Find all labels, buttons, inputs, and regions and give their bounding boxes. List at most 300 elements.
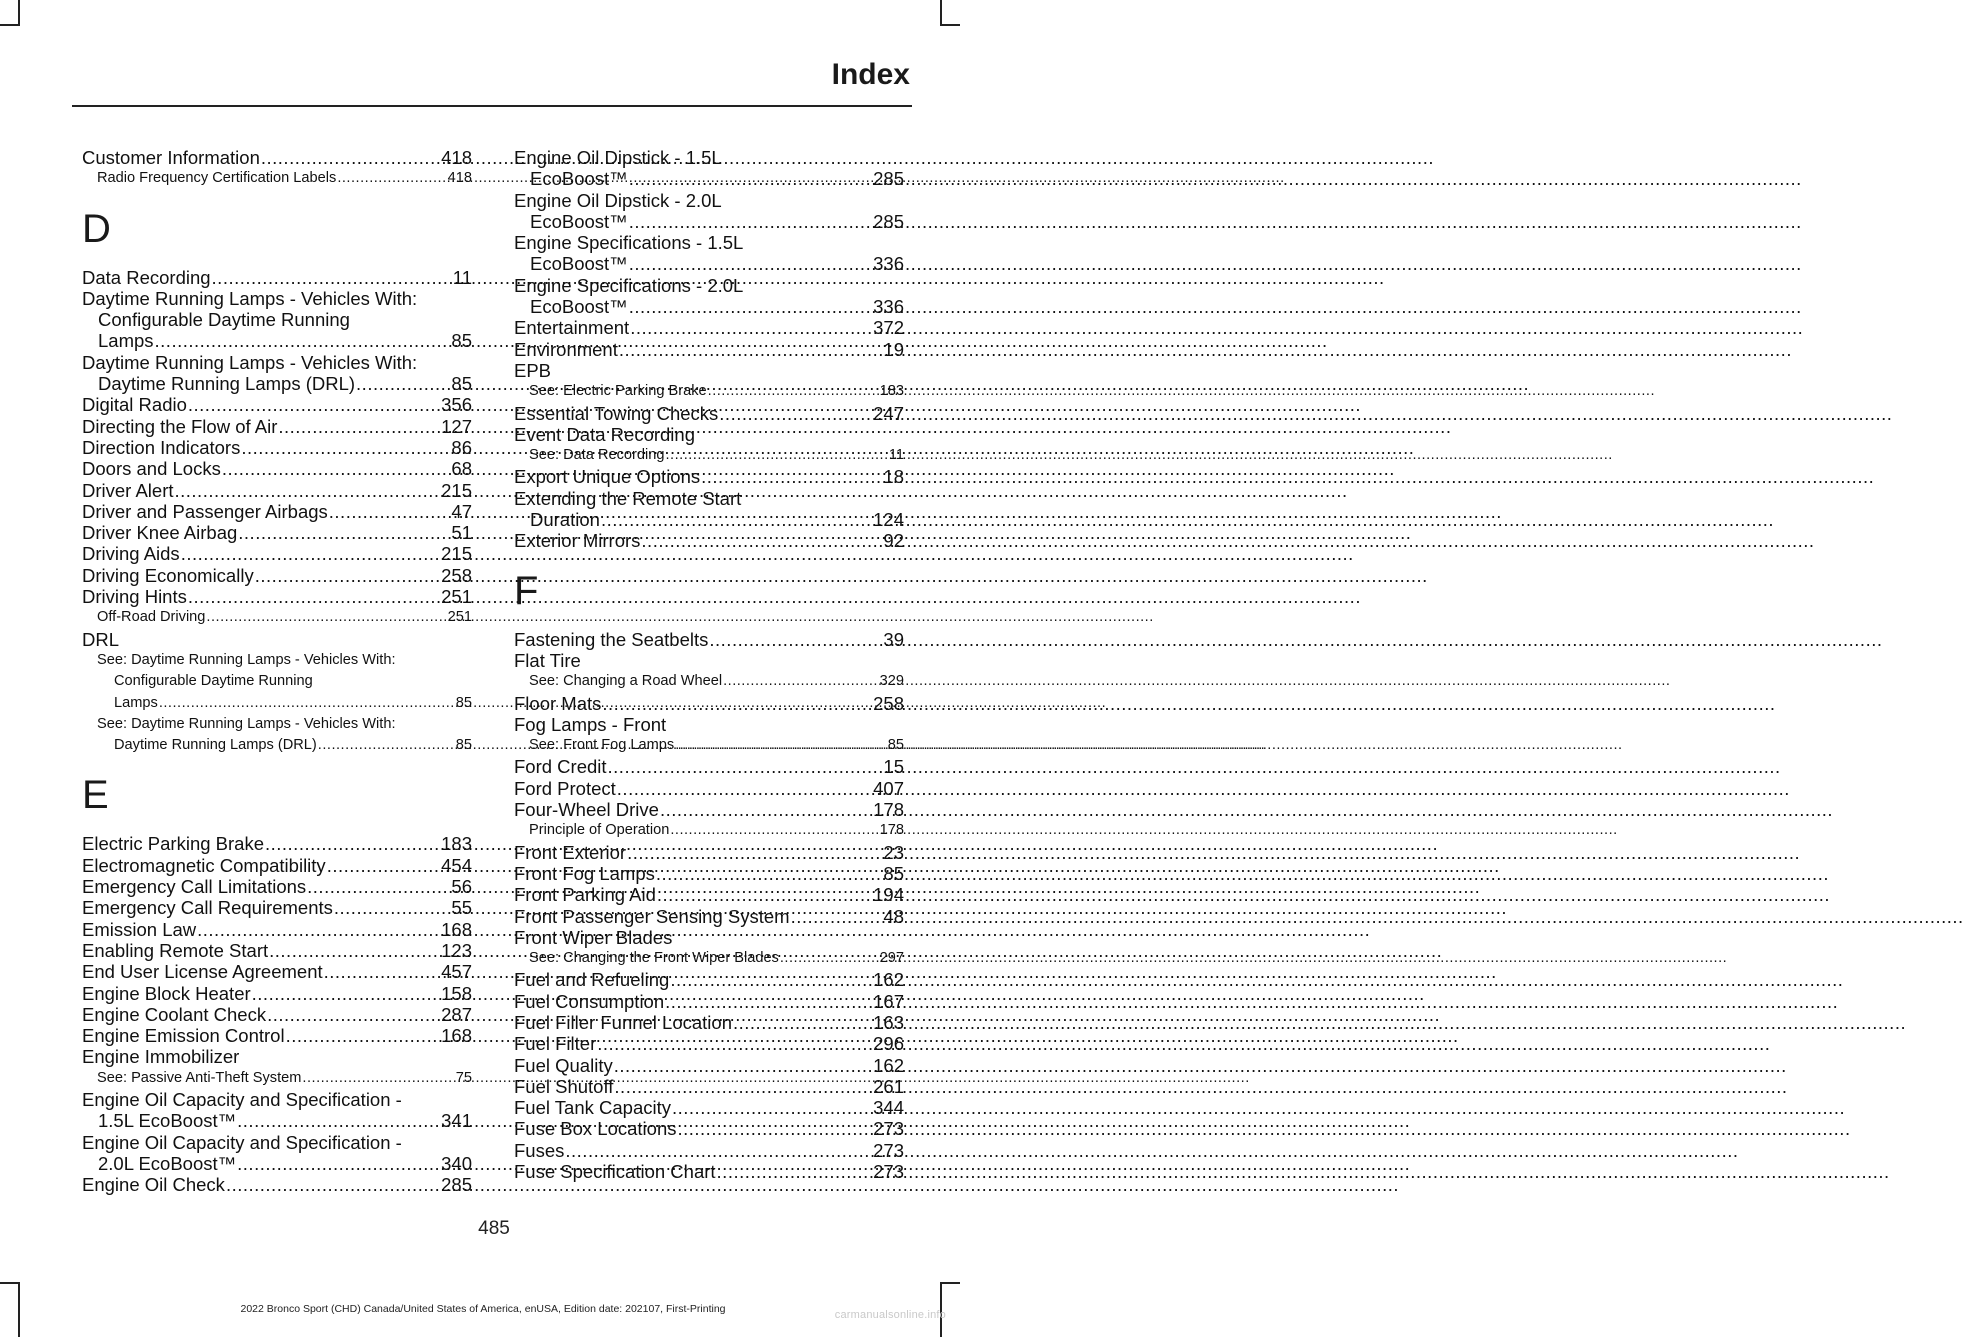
page-reference[interactable]: 418 [441, 147, 472, 168]
index-entry [514, 1161, 904, 1182]
dot-leader [701, 466, 882, 487]
entry-text: Fuel and Refueling [514, 969, 670, 991]
entry-line [529, 671, 904, 692]
dot-leader [627, 842, 882, 863]
entry-line [82, 586, 472, 607]
entry-line [514, 884, 904, 905]
entry-line [82, 480, 472, 501]
index-entry [82, 437, 472, 458]
page-reference[interactable]: 85 [455, 694, 472, 711]
index-subentry [82, 714, 472, 757]
entry-line [514, 1140, 904, 1161]
entry-text: Engine Specifications - 2.0L [514, 274, 744, 296]
dot-leader [608, 756, 883, 777]
dot-leader [677, 1118, 872, 1139]
index-entry [82, 1004, 472, 1025]
entry-text: Emergency Call Requirements [82, 897, 333, 919]
dot-leader [334, 897, 451, 918]
page-reference[interactable]: 258 [441, 564, 472, 586]
page-reference[interactable]: 158 [441, 982, 472, 1004]
page-reference[interactable]: 167 [873, 990, 904, 1012]
dot-leader [327, 855, 440, 876]
index-entry [514, 799, 904, 820]
entry-line [514, 969, 904, 990]
entry-line [82, 416, 472, 437]
entry-line [514, 756, 904, 777]
index-subentry [82, 607, 472, 628]
dot-leader [188, 586, 440, 607]
entry-text: Floor Mats [514, 692, 602, 714]
page-reference[interactable]: 51 [451, 522, 472, 544]
page-reference[interactable]: 23 [883, 841, 904, 863]
entry-text: Fastening the Seatbelts [514, 628, 709, 650]
page-reference[interactable]: 287 [441, 1003, 472, 1025]
dot-leader [723, 671, 879, 692]
page-reference[interactable]: 48 [883, 905, 904, 927]
entry-text: Daytime Running Lamps - Vehicles With: [82, 287, 418, 309]
dot-leader [318, 735, 455, 756]
entry-text: Electromagnetic Compatibility [82, 854, 326, 876]
entry-line [82, 565, 472, 586]
entry-text: Driver Alert [82, 479, 174, 501]
entry-line [514, 253, 904, 274]
entry-line [514, 211, 904, 232]
page-reference[interactable]: 68 [451, 458, 472, 480]
entry-text: Engine Oil Dipstick - 1.5L [514, 147, 722, 168]
page-reference[interactable]: 55 [451, 897, 472, 919]
dot-leader [665, 445, 887, 466]
page-reference[interactable]: 183 [441, 833, 472, 855]
entry-text-continued: Configurable Daytime Running [114, 673, 313, 690]
index-entry [514, 969, 904, 990]
dot-leader [657, 884, 872, 905]
index-entry [514, 275, 904, 318]
entry-line [514, 1055, 904, 1076]
edition-footer: 2022 Bronco Sport (CHD) Canada/United States of America, enUSA, Edition date: 202107, First-Printing [240, 1303, 726, 1315]
entry-text: Fuel Consumption [514, 990, 665, 1012]
page-reference[interactable]: 285 [441, 1174, 472, 1196]
page-reference[interactable]: 85 [451, 330, 472, 352]
index-entry [82, 416, 472, 437]
page-reference[interactable]: 162 [873, 1054, 904, 1076]
dot-leader [175, 480, 441, 501]
page-reference[interactable]: 215 [441, 543, 472, 565]
dot-leader [188, 394, 440, 415]
index-entry [514, 629, 904, 650]
dot-leader [181, 543, 440, 564]
index-entry [514, 991, 904, 1012]
dot-leader [670, 820, 878, 841]
entry-text: See: Passive Anti-Theft System [97, 1069, 302, 1086]
dot-leader [665, 991, 872, 1012]
watermark: carmanualsonline.info [834, 1309, 946, 1321]
entry-line [514, 991, 904, 1012]
entry-text: Export Unique Options [514, 466, 701, 488]
entry-text: Fuel Shutoff [514, 1075, 614, 1097]
entry-line [97, 693, 472, 714]
entry-text: Digital Radio [82, 394, 187, 416]
entry-line [97, 1068, 472, 1089]
page-reference[interactable]: 168 [441, 1025, 472, 1047]
entry-text: See: Electric Parking Brake [529, 383, 707, 400]
page-reference[interactable]: 85 [887, 737, 904, 754]
index-entry [514, 1140, 904, 1161]
entry-line [82, 147, 472, 168]
dot-leader [238, 522, 450, 543]
index-entry [514, 650, 904, 671]
index-entry [82, 565, 472, 586]
page-reference[interactable]: 178 [879, 822, 904, 839]
index-entry [514, 842, 904, 863]
dot-leader [717, 1161, 873, 1182]
entry-line [514, 403, 904, 424]
dot-leader [237, 1153, 440, 1174]
index-entry [82, 897, 472, 918]
dot-leader [241, 437, 450, 458]
page-reference[interactable]: 251 [441, 586, 472, 608]
entry-line [514, 863, 904, 884]
index-subentry [514, 445, 904, 466]
dot-leader [226, 1174, 440, 1195]
page-reference[interactable]: 168 [441, 918, 472, 940]
page-reference[interactable]: 18 [883, 466, 904, 488]
dot-leader [708, 381, 879, 402]
page-reference[interactable]: 127 [441, 415, 472, 437]
index-entry [514, 927, 904, 948]
entry-line [82, 543, 472, 564]
dot-leader [629, 253, 872, 274]
index-entry [82, 919, 472, 940]
entry-line [529, 948, 904, 969]
dot-leader [641, 530, 882, 551]
entry-text: Engine Emission Control [82, 1025, 285, 1047]
page-reference[interactable]: 183 [879, 383, 904, 400]
index-entry [514, 530, 904, 551]
index-entry [514, 339, 904, 360]
entry-text: Front Wiper Blades [514, 926, 673, 948]
entry-text: Fuel Tank Capacity [514, 1097, 671, 1119]
page-reference[interactable]: 329 [879, 673, 904, 690]
page-reference[interactable]: 15 [883, 756, 904, 778]
entry-text-continued: Lamps [98, 330, 154, 352]
header-rule [72, 105, 912, 107]
dot-leader [670, 969, 872, 990]
entry-text-continued: EcoBoost™ [530, 210, 628, 232]
entry-line [82, 394, 472, 415]
entry-text: See: Daytime Running Lamps - Vehicles With: [97, 715, 396, 732]
page-reference[interactable]: 85 [451, 373, 472, 395]
entry-line [529, 445, 904, 466]
page-reference[interactable]: 457 [441, 961, 472, 983]
index-entry [514, 424, 904, 445]
entry-line [514, 168, 904, 189]
entry-text: See: Daytime Running Lamps - Vehicles With: [97, 651, 396, 668]
dot-leader [660, 799, 872, 820]
page-reference[interactable]: 163 [873, 1011, 904, 1033]
page-reference[interactable]: 261 [873, 1075, 904, 1097]
page-reference[interactable]: 162 [873, 969, 904, 991]
entry-text: Fuse Specification Chart [514, 1161, 716, 1183]
entry-line [514, 339, 904, 360]
entry-text: Engine Oil Dipstick - 2.0L [514, 189, 722, 211]
index-entry [82, 480, 472, 501]
page-reference[interactable]: 273 [873, 1118, 904, 1140]
index-subentry [514, 948, 904, 969]
entry-text-continued: 2.0L EcoBoost™ [98, 1152, 237, 1174]
index-entry [82, 629, 472, 650]
entry-text: Engine Oil Capacity and Specification - [82, 1088, 402, 1110]
index-entry [514, 190, 904, 233]
entry-text: Fuse Box Locations [514, 1118, 677, 1140]
dot-leader [719, 403, 872, 424]
dot-leader [672, 1097, 872, 1118]
page-reference[interactable]: 356 [441, 394, 472, 416]
entry-line [514, 1097, 904, 1118]
entry-line [514, 799, 904, 820]
index-entry [514, 906, 904, 927]
dot-leader [329, 501, 451, 522]
entry-line [82, 897, 472, 918]
page-reference[interactable]: 86 [451, 436, 472, 458]
entry-text: Fuel Quality [514, 1054, 613, 1076]
entry-line [82, 1004, 472, 1025]
dot-leader [155, 330, 451, 351]
entry-text: Front Fog Lamps [514, 862, 655, 884]
entry-text: Principle of Operation [529, 822, 670, 839]
entry-text: Ford Credit [514, 756, 607, 778]
crop-mark [18, 0, 20, 24]
page-reference[interactable]: 454 [441, 854, 472, 876]
entry-line [82, 267, 472, 288]
index-entry [82, 983, 472, 1004]
page-reference[interactable]: 11 [888, 447, 904, 464]
dot-leader [629, 168, 872, 189]
entry-text-continued: Lamps [114, 694, 158, 711]
entry-text: Emergency Call Limitations [82, 876, 307, 898]
entry-text-continued: EcoBoost™ [530, 296, 628, 318]
crop-mark [940, 0, 942, 24]
page-reference[interactable]: 92 [883, 530, 904, 552]
index-entry [514, 1076, 904, 1097]
dot-leader [356, 373, 450, 394]
page-reference[interactable]: 296 [873, 1033, 904, 1055]
page-reference[interactable]: 297 [879, 950, 904, 967]
entry-line [82, 1174, 472, 1195]
entry-line [82, 961, 472, 982]
entry-text: End User License Agreement [82, 961, 323, 983]
dot-leader [597, 1033, 872, 1054]
entry-line [82, 501, 472, 522]
index-entry [514, 488, 904, 531]
index-subentry [514, 381, 904, 402]
dot-leader [324, 961, 440, 982]
entry-text: Exterior Mirrors [514, 530, 641, 552]
entry-text: Directing the Flow of Air [82, 415, 278, 437]
entry-text: See: Front Fog Lamps [529, 737, 675, 754]
index-entry [82, 288, 472, 352]
index-entry [514, 403, 904, 424]
entry-text: Customer Information [82, 147, 260, 168]
entry-line [514, 317, 904, 338]
page-reference[interactable]: 372 [873, 317, 904, 339]
page-reference[interactable]: 39 [883, 628, 904, 650]
entry-text: See: Data Recording [529, 447, 665, 464]
entry-text: Engine Specifications - 1.5L [514, 232, 744, 254]
entry-line [514, 693, 904, 714]
entry-line [97, 607, 472, 628]
crop-mark [0, 1282, 20, 1284]
entry-text: Electric Parking Brake [82, 833, 264, 855]
page-reference[interactable]: 85 [455, 737, 472, 754]
entry-line [514, 1076, 904, 1097]
entry-text-continued: Daytime Running Lamps (DRL) [98, 373, 356, 395]
page-reference[interactable]: 336 [873, 296, 904, 318]
crop-mark [0, 24, 20, 26]
dot-leader [656, 863, 883, 884]
index-entry [82, 961, 472, 982]
page-reference[interactable]: 19 [883, 338, 904, 360]
index-entry [514, 884, 904, 905]
entry-text-continued: Duration [530, 509, 600, 531]
entry-line [514, 629, 904, 650]
entry-text: Extending the Remote Start [514, 487, 742, 509]
page-reference[interactable]: 273 [873, 1139, 904, 1161]
page-reference[interactable]: 247 [873, 402, 904, 424]
entry-line [514, 1118, 904, 1139]
page-reference[interactable]: 407 [873, 777, 904, 799]
page-reference[interactable]: 336 [873, 253, 904, 275]
index-entry [514, 466, 904, 487]
index-entry [514, 778, 904, 799]
page-reference[interactable]: 285 [873, 210, 904, 232]
index-subentry [82, 1068, 472, 1089]
index-entry [514, 863, 904, 884]
entry-text: Fuel Filler Funnel Location [514, 1011, 732, 1033]
page-reference[interactable]: 344 [873, 1097, 904, 1119]
entry-line [82, 1110, 472, 1131]
entry-line [514, 296, 904, 317]
page-reference[interactable]: 273 [873, 1161, 904, 1183]
page-reference[interactable]: 178 [873, 799, 904, 821]
page-reference[interactable]: 123 [441, 939, 472, 961]
entry-text: Flat Tire [514, 649, 581, 671]
index-entry [82, 1089, 472, 1132]
entry-line [529, 735, 904, 756]
entry-text: Four-Wheel Drive [514, 799, 659, 821]
entry-text: Radio Frequency Certification Labels [97, 170, 337, 187]
entry-text: Driving Hints [82, 586, 187, 608]
entry-text: Enabling Remote Start [82, 939, 269, 961]
page-reference[interactable]: 340 [441, 1152, 472, 1174]
dot-leader [675, 735, 887, 756]
index-entry [82, 855, 472, 876]
page-reference[interactable]: 194 [873, 884, 904, 906]
page-reference[interactable]: 285 [873, 168, 904, 190]
dot-leader [278, 416, 440, 437]
entry-text-continued: EcoBoost™ [530, 253, 628, 275]
index-entry [82, 1174, 472, 1195]
entry-line [97, 735, 472, 756]
dot-leader [614, 1076, 872, 1097]
entry-text: Essential Towing Checks [514, 402, 719, 424]
section-letter: F [514, 568, 539, 613]
dot-leader [617, 778, 872, 799]
entry-line [82, 1153, 472, 1174]
dot-leader [237, 1110, 440, 1131]
dot-leader [619, 339, 883, 360]
entry-text: Entertainment [514, 317, 630, 339]
entry-text: Engine Oil Check [82, 1174, 225, 1196]
page-reference[interactable]: 56 [451, 876, 472, 898]
index-entry [82, 394, 472, 415]
entry-line [514, 1012, 904, 1033]
index-entry [514, 756, 904, 777]
entry-text: See: Changing the Front Wiper Blades [529, 950, 779, 967]
page-reference[interactable]: 85 [883, 862, 904, 884]
entry-line [529, 820, 904, 841]
page-reference[interactable]: 258 [873, 692, 904, 714]
index-subentry [514, 671, 904, 692]
entry-line [529, 381, 904, 402]
page-reference[interactable]: 47 [451, 500, 472, 522]
index-entry [82, 1132, 472, 1175]
dot-leader [614, 1055, 872, 1076]
page-reference[interactable]: 75 [455, 1069, 472, 1086]
page-reference[interactable]: 251 [447, 609, 472, 626]
page-reference[interactable]: 341 [441, 1110, 472, 1132]
entry-text: Fuel Filter [514, 1033, 597, 1055]
page-reference[interactable]: 124 [873, 509, 904, 531]
page-reference[interactable]: 215 [441, 479, 472, 501]
index-entry [82, 833, 472, 854]
index-entry [82, 501, 472, 522]
index-entry [82, 1046, 472, 1067]
index-entry [514, 1055, 904, 1076]
dot-leader [197, 919, 440, 940]
dot-leader [286, 1025, 441, 1046]
entry-text: Driving Economically [82, 564, 254, 586]
index-column-right [514, 147, 904, 1182]
dot-leader [267, 1004, 440, 1025]
entry-line [514, 906, 904, 927]
index-column-left [82, 147, 472, 1195]
entry-text: Daytime Running Lamps - Vehicles With: [82, 351, 418, 373]
page-reference[interactable]: 418 [447, 170, 472, 187]
dot-leader [206, 607, 446, 628]
entry-text: Off-Road Driving [97, 609, 206, 626]
entry-line [514, 778, 904, 799]
index-subentry [514, 820, 904, 841]
dot-leader [629, 296, 872, 317]
entry-line [82, 330, 472, 351]
index-entry [82, 458, 472, 479]
index-subentry [514, 735, 904, 756]
entry-line [82, 919, 472, 940]
entry-line [82, 855, 472, 876]
index-entry [514, 147, 904, 190]
dot-leader [159, 693, 455, 714]
page-reference[interactable]: 11 [452, 266, 472, 288]
entry-text: Ford Protect [514, 777, 616, 799]
crop-mark [940, 24, 960, 26]
dot-leader [709, 629, 882, 650]
entry-line [514, 509, 904, 530]
dot-leader [629, 211, 872, 232]
index-entry [514, 1033, 904, 1054]
dot-leader [252, 983, 440, 1004]
dot-leader [565, 1140, 872, 1161]
entry-text: Front Parking Aid [514, 884, 656, 906]
